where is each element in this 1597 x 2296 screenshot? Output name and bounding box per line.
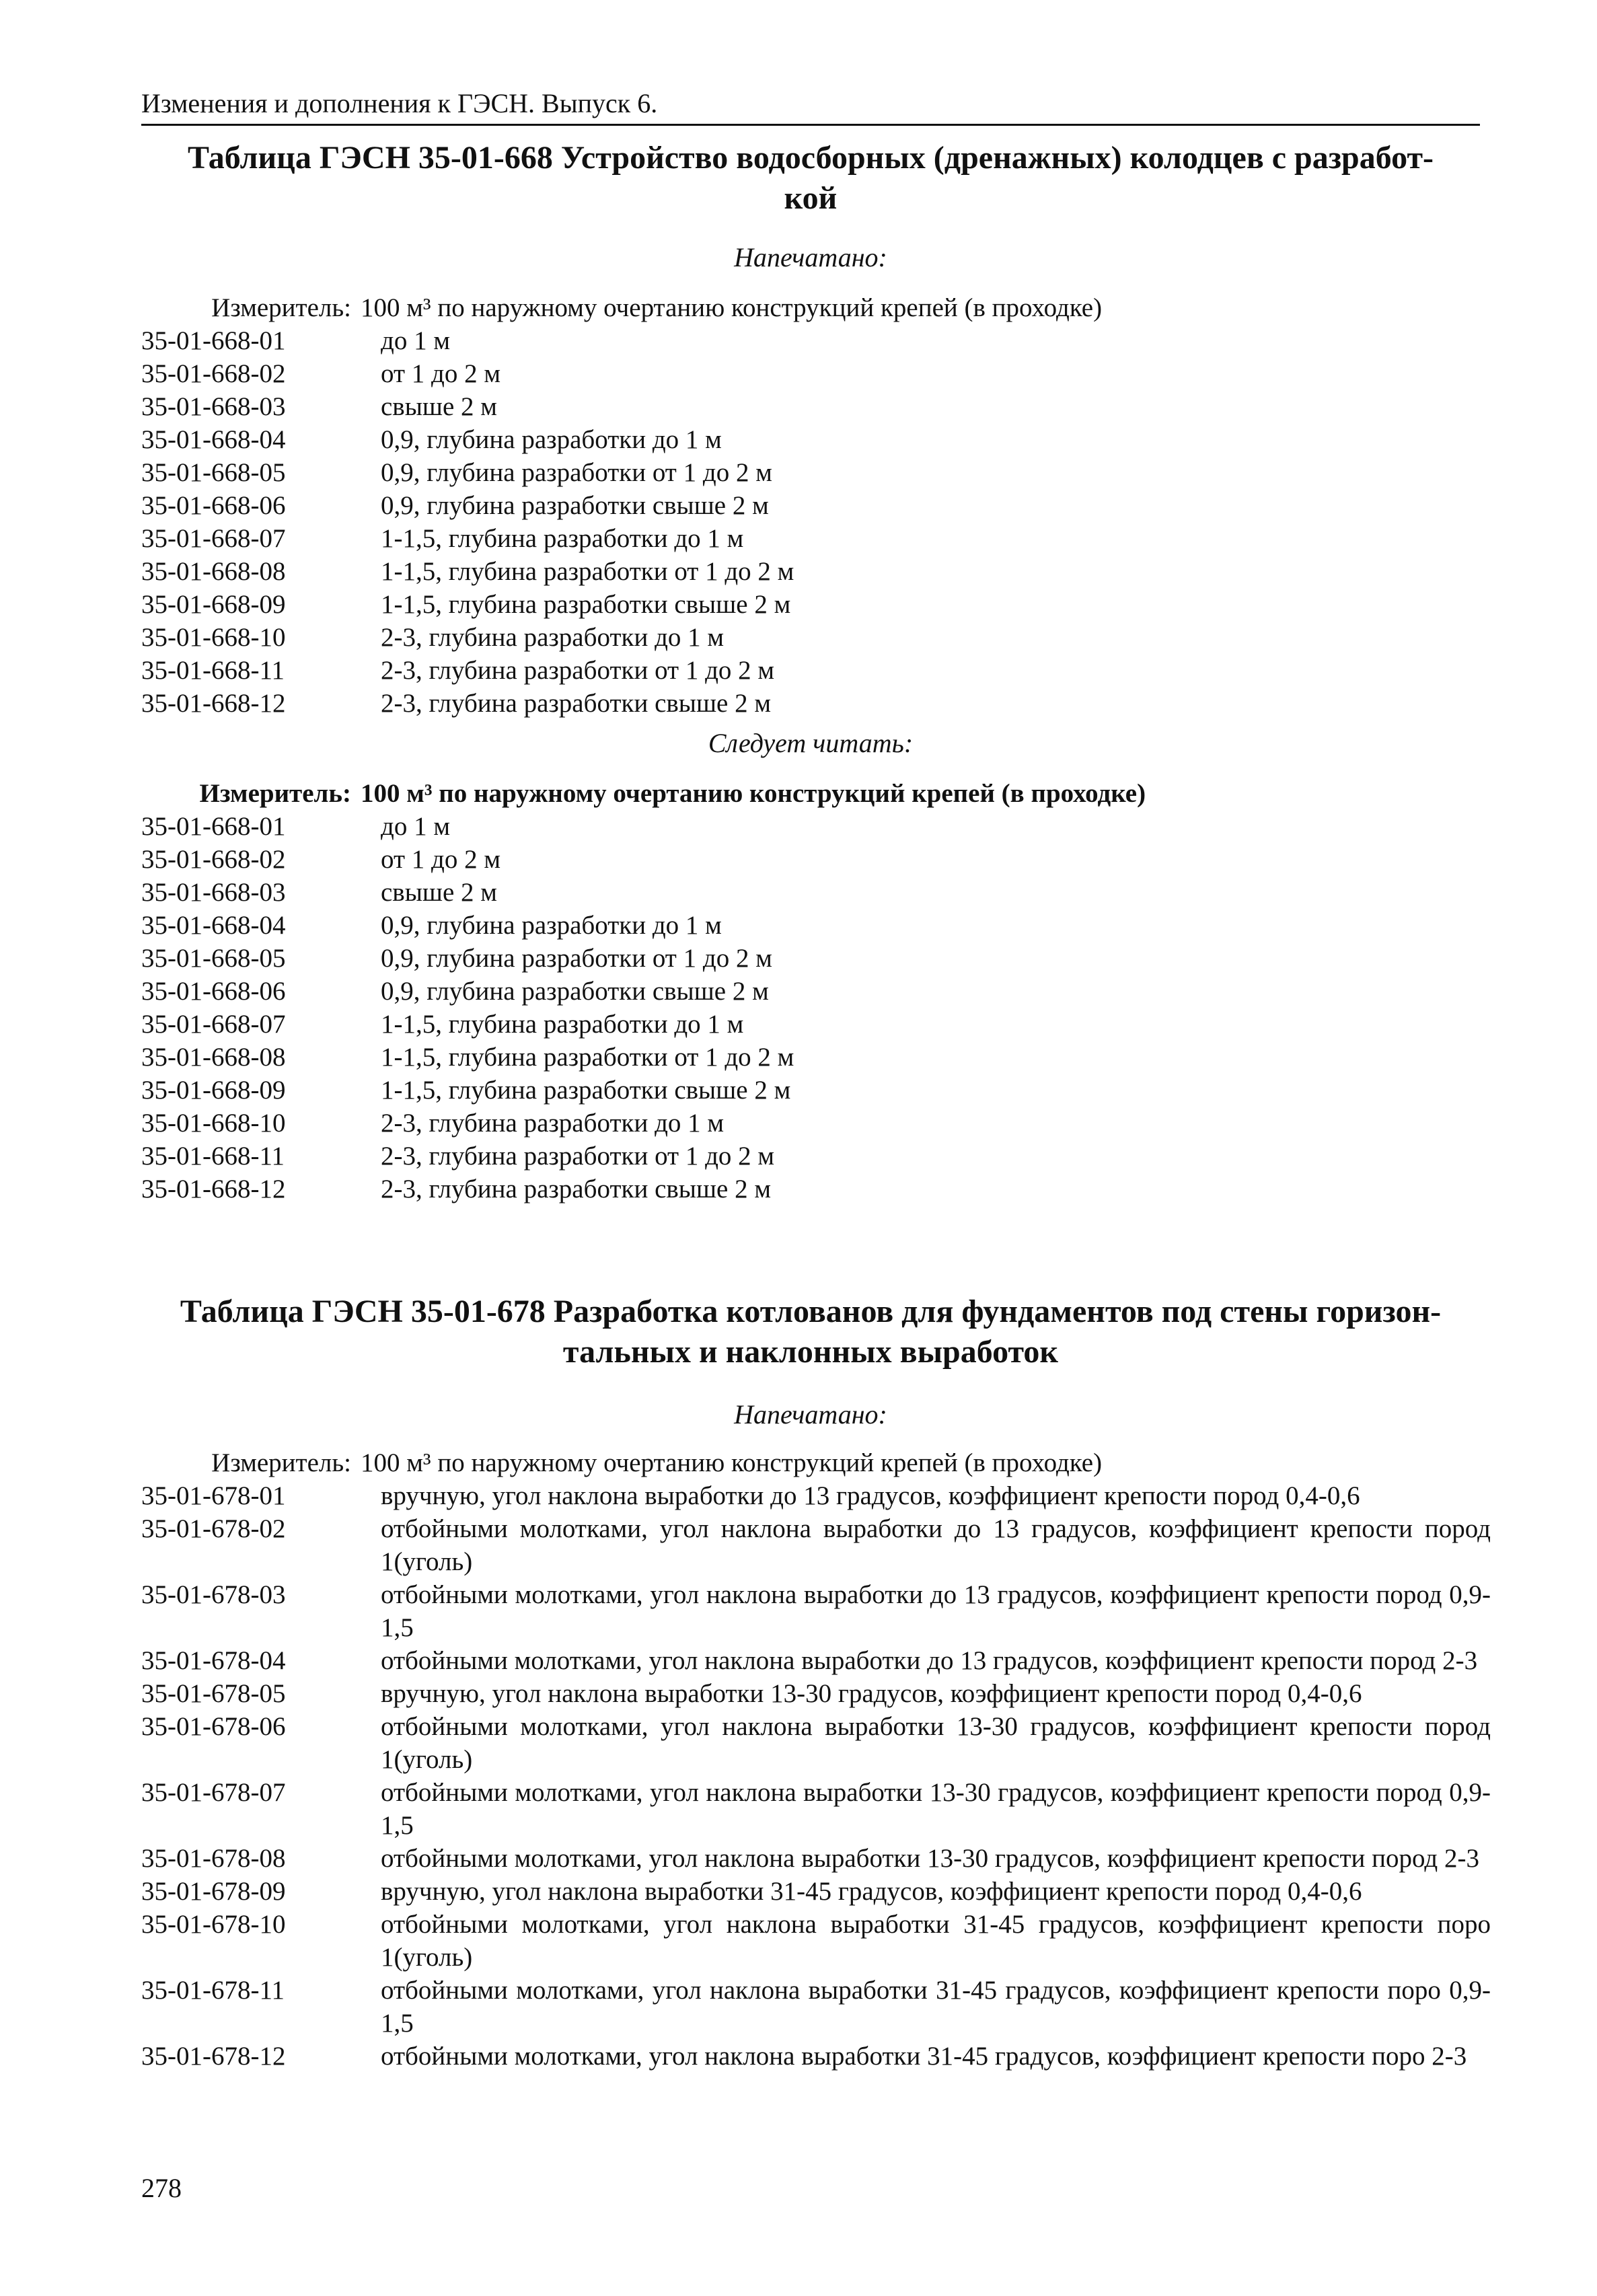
row-description: 1-1,5, глубина разработки до 1 м [381, 524, 744, 553]
row-description: 0,9, глубина разработки от 1 до 2 м [381, 458, 772, 487]
unit-label: Измеритель: [199, 779, 351, 808]
row-code: 35-01-678-11 [141, 1976, 285, 2005]
row-description: 0,9, глубина разработки свыше 2 м [381, 491, 769, 520]
row-description: отбойными молотками, угол наклона выработки до 13 градусов, коэффициент крепости пород 2-3 [381, 1646, 1478, 1675]
table-678-title-line1: Таблица ГЭСН 35-01-678 Разработка котлованов для фундаментов под стены горизон- [180, 1294, 1442, 1329]
table-row [141, 942, 1493, 975]
unit-value: 100 м³ по наружному очертанию конструкций крепей (в проходке) [361, 1448, 1103, 1477]
table-row [141, 588, 1493, 621]
table-row [141, 876, 1493, 909]
row-code: 35-01-678-06 [141, 1712, 286, 1741]
row-description: 0,9, глубина разработки до 1 м [381, 911, 722, 940]
table-row [141, 1644, 1493, 1677]
row-description: отбойными молотками, угол наклона выработки 13-30 градусов, коэффициент крепости пород 1(уголь) [381, 1712, 1491, 1774]
row-code: 35-01-668-09 [141, 590, 286, 619]
table-row [141, 456, 1493, 489]
row-description: до 1 м [381, 812, 451, 841]
row-code: 35-01-668-07 [141, 524, 286, 553]
table-678-printed-label: Напечатано: [734, 1399, 887, 1430]
table-row [141, 1578, 1493, 1644]
table-row [141, 654, 1493, 687]
row-description: 0,9, глубина разработки от 1 до 2 м [381, 944, 772, 973]
unit-label: Измеритель: [211, 293, 351, 322]
row-description: отбойными молотками, угол наклона выработки 31-45 градусов, коэффициент крепости поро 2-3 [381, 2042, 1467, 2071]
row-description: отбойными молотками, угол наклона выработки 13-30 градусов, коэффициент крепости пород 0,9-1,5 [381, 1778, 1491, 1840]
table-row [141, 1479, 1493, 1512]
row-code: 35-01-668-06 [141, 491, 286, 520]
row-code: 35-01-678-10 [141, 1910, 286, 1939]
table-row [141, 1074, 1493, 1107]
table-row [141, 687, 1493, 720]
table-668-title-line1: Таблица ГЭСН 35-01-668 Устройство водосборных (дренажных) колодцев с разработ- [187, 140, 1434, 176]
row-description: отбойными молотками, угол наклона выработки 31-45 градусов, коэффициент крепости поро 1(уголь) [381, 1910, 1491, 1972]
table-row [141, 390, 1493, 423]
page-number: 278 [141, 2173, 182, 2203]
row-code: 35-01-668-01 [141, 812, 286, 841]
table-row [141, 2040, 1493, 2073]
row-description: до 1 м [381, 326, 451, 355]
table-678-title [141, 1292, 1480, 1372]
table-668-printed-label: Напечатано: [734, 242, 887, 272]
row-description: 2-3, глубина разработки до 1 м [381, 623, 725, 652]
table-row [141, 1710, 1493, 1776]
table-row [141, 1107, 1493, 1140]
row-description: 2-3, глубина разработки от 1 до 2 м [381, 1142, 775, 1171]
row-code: 35-01-668-08 [141, 557, 286, 586]
table-678-printed-unit [141, 1446, 1487, 1479]
table-row [141, 1875, 1493, 1908]
table-668-corrected-unit [141, 777, 1487, 810]
table-row [141, 1776, 1493, 1842]
row-code: 35-01-678-12 [141, 2042, 286, 2071]
table-678-printed-rows [141, 1479, 1493, 2073]
table-668-printed-unit [141, 291, 1487, 324]
table-row [141, 555, 1493, 588]
row-description: 0,9, глубина разработки свыше 2 м [381, 977, 769, 1006]
row-code: 35-01-678-09 [141, 1877, 286, 1906]
row-code: 35-01-668-01 [141, 326, 286, 355]
row-code: 35-01-668-06 [141, 977, 286, 1006]
table-row [141, 1974, 1493, 2040]
row-description: 1-1,5, глубина разработки от 1 до 2 м [381, 557, 794, 586]
row-description: 2-3, глубина разработки до 1 м [381, 1109, 725, 1138]
table-row [141, 1008, 1493, 1041]
table-row [141, 810, 1493, 843]
row-code: 35-01-668-10 [141, 1109, 286, 1138]
row-code: 35-01-668-09 [141, 1076, 286, 1105]
row-description: свыше 2 м [381, 878, 497, 907]
row-code: 35-01-668-11 [141, 1142, 285, 1171]
table-row [141, 357, 1493, 390]
row-code: 35-01-678-07 [141, 1778, 286, 1807]
table-row [141, 909, 1493, 942]
row-description: 0,9, глубина разработки до 1 м [381, 425, 722, 454]
table-668-corrected-label: Следует читать: [708, 728, 914, 758]
row-code: 35-01-668-07 [141, 1010, 286, 1039]
table-row [141, 1677, 1493, 1710]
table-row [141, 1908, 1493, 1974]
row-description: вручную, угол наклона выработки до 13 градусов, коэффициент крепости пород 0,4-0,6 [381, 1481, 1360, 1510]
row-description: отбойными молотками, угол наклона выработки до 13 градусов, коэффициент крепости пород 0,9-1,5 [381, 1580, 1491, 1642]
row-description: от 1 до 2 м [381, 845, 501, 874]
row-description: отбойными молотками, угол наклона выработки до 13 градусов, коэффициент крепости пород 1(уголь) [381, 1514, 1491, 1576]
row-code: 35-01-668-03 [141, 878, 286, 907]
table-row [141, 324, 1493, 357]
table-row [141, 489, 1493, 522]
row-code: 35-01-678-02 [141, 1514, 286, 1543]
row-description: отбойными молотками, угол наклона выработки 13-30 градусов, коэффициент крепости пород 2-3 [381, 1844, 1479, 1873]
row-description: 2-3, глубина разработки от 1 до 2 м [381, 656, 775, 685]
table-row [141, 621, 1493, 654]
unit-value: 100 м³ по наружному очертанию конструкций крепей (в проходке) [361, 293, 1103, 322]
row-code: 35-01-678-04 [141, 1646, 286, 1675]
row-description: 2-3, глубина разработки свыше 2 м [381, 689, 772, 718]
row-description: 1-1,5, глубина разработки от 1 до 2 м [381, 1043, 794, 1072]
row-code: 35-01-668-08 [141, 1043, 286, 1072]
row-description: 1-1,5, глубина разработки свыше 2 м [381, 1076, 791, 1105]
row-code: 35-01-668-03 [141, 392, 286, 421]
row-code: 35-01-678-05 [141, 1679, 286, 1708]
row-description: 1-1,5, глубина разработки свыше 2 м [381, 590, 791, 619]
row-description: вручную, угол наклона выработки 31-45 градусов, коэффициент крепости пород 0,4-0,6 [381, 1877, 1362, 1906]
table-row [141, 1512, 1493, 1578]
table-668-title-line2: кой [784, 180, 838, 216]
running-head: Изменения и дополнения к ГЭСН. Выпуск 6. [141, 86, 1480, 126]
unit-label: Измеритель: [211, 1448, 351, 1477]
table-row [141, 843, 1493, 876]
row-description: 1-1,5, глубина разработки до 1 м [381, 1010, 744, 1039]
table-row [141, 522, 1493, 555]
row-code: 35-01-668-02 [141, 845, 286, 874]
row-code: 35-01-668-05 [141, 944, 286, 973]
table-668-title [141, 138, 1480, 219]
table-row [141, 1140, 1493, 1173]
row-code: 35-01-678-01 [141, 1481, 286, 1510]
row-code: 35-01-668-10 [141, 623, 286, 652]
row-description: 2-3, глубина разработки свыше 2 м [381, 1175, 772, 1203]
row-description: вручную, угол наклона выработки 13-30 градусов, коэффициент крепости пород 0,4-0,6 [381, 1679, 1362, 1708]
row-code: 35-01-668-04 [141, 911, 286, 940]
table-row [141, 1842, 1493, 1875]
row-code: 35-01-668-12 [141, 1175, 286, 1203]
row-code: 35-01-668-12 [141, 689, 286, 718]
row-code: 35-01-678-03 [141, 1580, 286, 1609]
row-description: отбойными молотками, угол наклона выработки 31-45 градусов, коэффициент крепости поро 0,9-1,5 [381, 1976, 1491, 2038]
table-row [141, 423, 1493, 456]
table-row [141, 1041, 1493, 1074]
row-description: от 1 до 2 м [381, 359, 501, 388]
table-row [141, 975, 1493, 1008]
table-678-title-line2: тальных и наклонных выработок [562, 1334, 1059, 1370]
row-code: 35-01-668-04 [141, 425, 286, 454]
row-code: 35-01-668-11 [141, 656, 285, 685]
table-668-corrected-rows [141, 810, 1493, 1206]
row-description: свыше 2 м [381, 392, 497, 421]
table-668-printed-rows [141, 324, 1493, 720]
row-code: 35-01-678-08 [141, 1844, 286, 1873]
unit-value: 100 м³ по наружному очертанию конструкций крепей (в проходке) [361, 779, 1146, 808]
row-code: 35-01-668-02 [141, 359, 286, 388]
table-row [141, 1173, 1493, 1206]
row-code: 35-01-668-05 [141, 458, 286, 487]
